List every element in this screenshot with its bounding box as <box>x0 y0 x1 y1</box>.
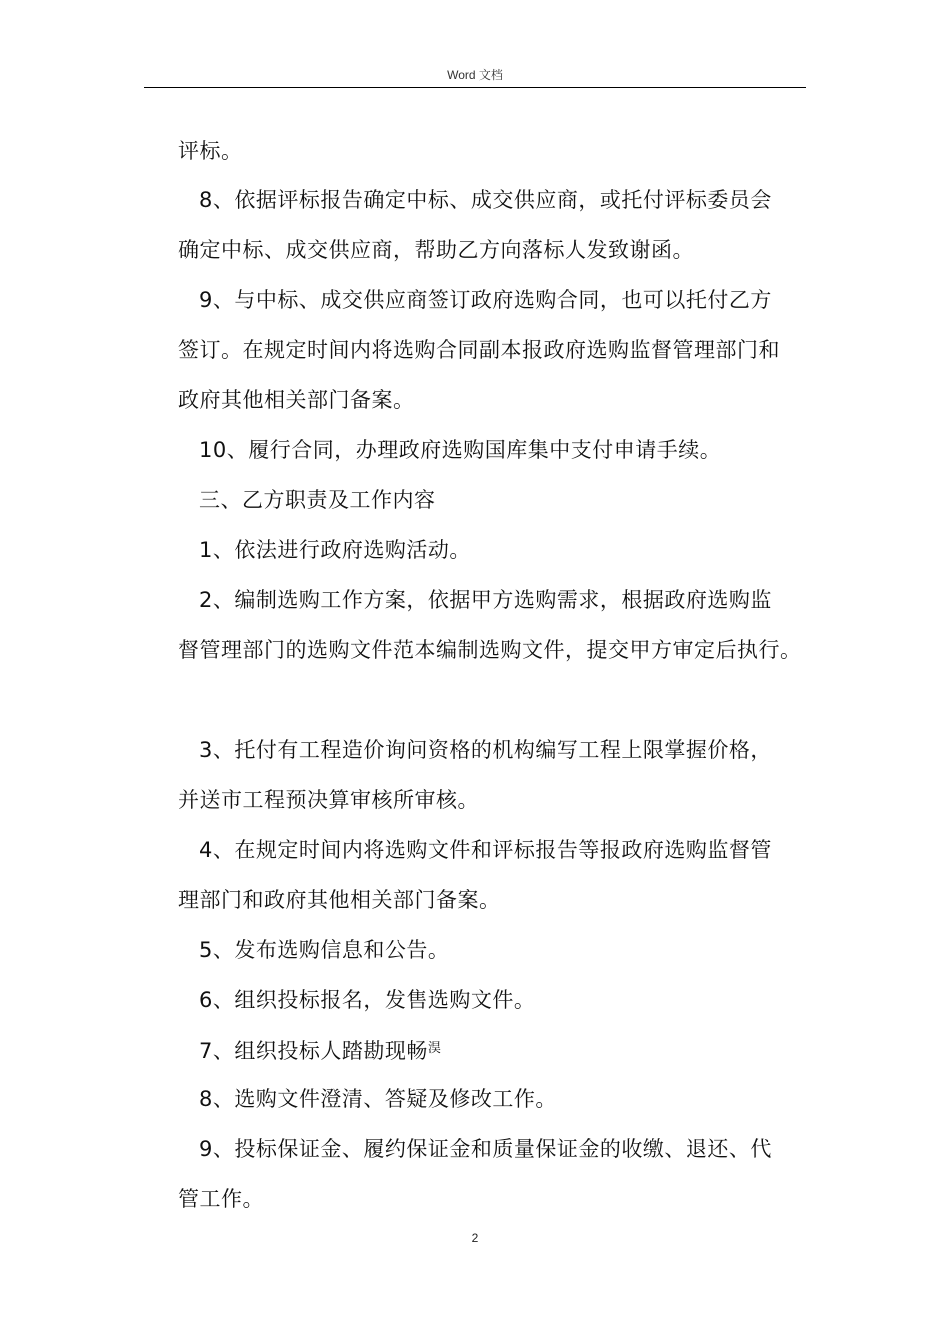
paragraph-line: 4、在规定时间内将选购文件和评标报告等报政府选购监督管 <box>199 838 772 862</box>
paragraph-line: 5、发布选购信息和公告。 <box>199 938 450 962</box>
paragraph-line: 并送市工程预决算审核所审核。 <box>178 788 479 812</box>
line-text: 7、组织投标人踏勘现畅 <box>199 1039 428 1063</box>
header-rule <box>144 87 806 88</box>
paragraph-line: 6、组织投标报名，发售选购文件。 <box>199 988 536 1012</box>
page-number: 2 <box>471 1231 479 1245</box>
paragraph-line: 9、投标保证金、履约保证金和质量保证金的收缴、退还、代 <box>199 1137 772 1161</box>
paragraph-line: 确定中标、成交供应商，帮助乙方向落标人发致谢函。 <box>178 238 694 262</box>
paragraph-line: 2、编制选购工作方案，依据甲方选购需求，根据政府选购监 <box>199 588 772 612</box>
paragraph-line: 政府其他相关部门备案。 <box>178 388 415 412</box>
paragraph-line-with-suffix <box>199 1035 441 1065</box>
paragraph-line: 督管理部门的选购文件范本编制选购文件，提交甲方审定后执行。 <box>178 638 802 662</box>
paragraph-line: 8、依据评标报告确定中标、成交供应商，或托付评标委员会 <box>199 188 772 212</box>
paragraph-line: 8、选购文件澄清、答疑及修改工作。 <box>199 1087 557 1111</box>
paragraph-line: 10、履行合同，办理政府选购国库集中支付申请手续。 <box>199 438 722 462</box>
paragraph-line: 理部门和政府其他相关部门备案。 <box>178 888 501 912</box>
line-suffix-char: 淏 <box>427 1041 442 1056</box>
paragraph-line: 9、与中标、成交供应商签订政府选购合同，也可以托付乙方 <box>199 288 772 312</box>
section-heading: 三、乙方职责及工作内容 <box>199 488 436 512</box>
paragraph-line: 管工作。 <box>178 1187 264 1211</box>
paragraph-line: 签订。在规定时间内将选购合同副本报政府选购监督管理部门和 <box>178 338 780 362</box>
paragraph-line: 1、依法进行政府选购活动。 <box>199 538 471 562</box>
page-header: Word 文档 <box>447 68 503 82</box>
paragraph-line: 3、托付有工程造价询问资格的机构编写工程上限掌握价格， <box>199 738 772 762</box>
paragraph-line: 评标。 <box>178 139 243 163</box>
